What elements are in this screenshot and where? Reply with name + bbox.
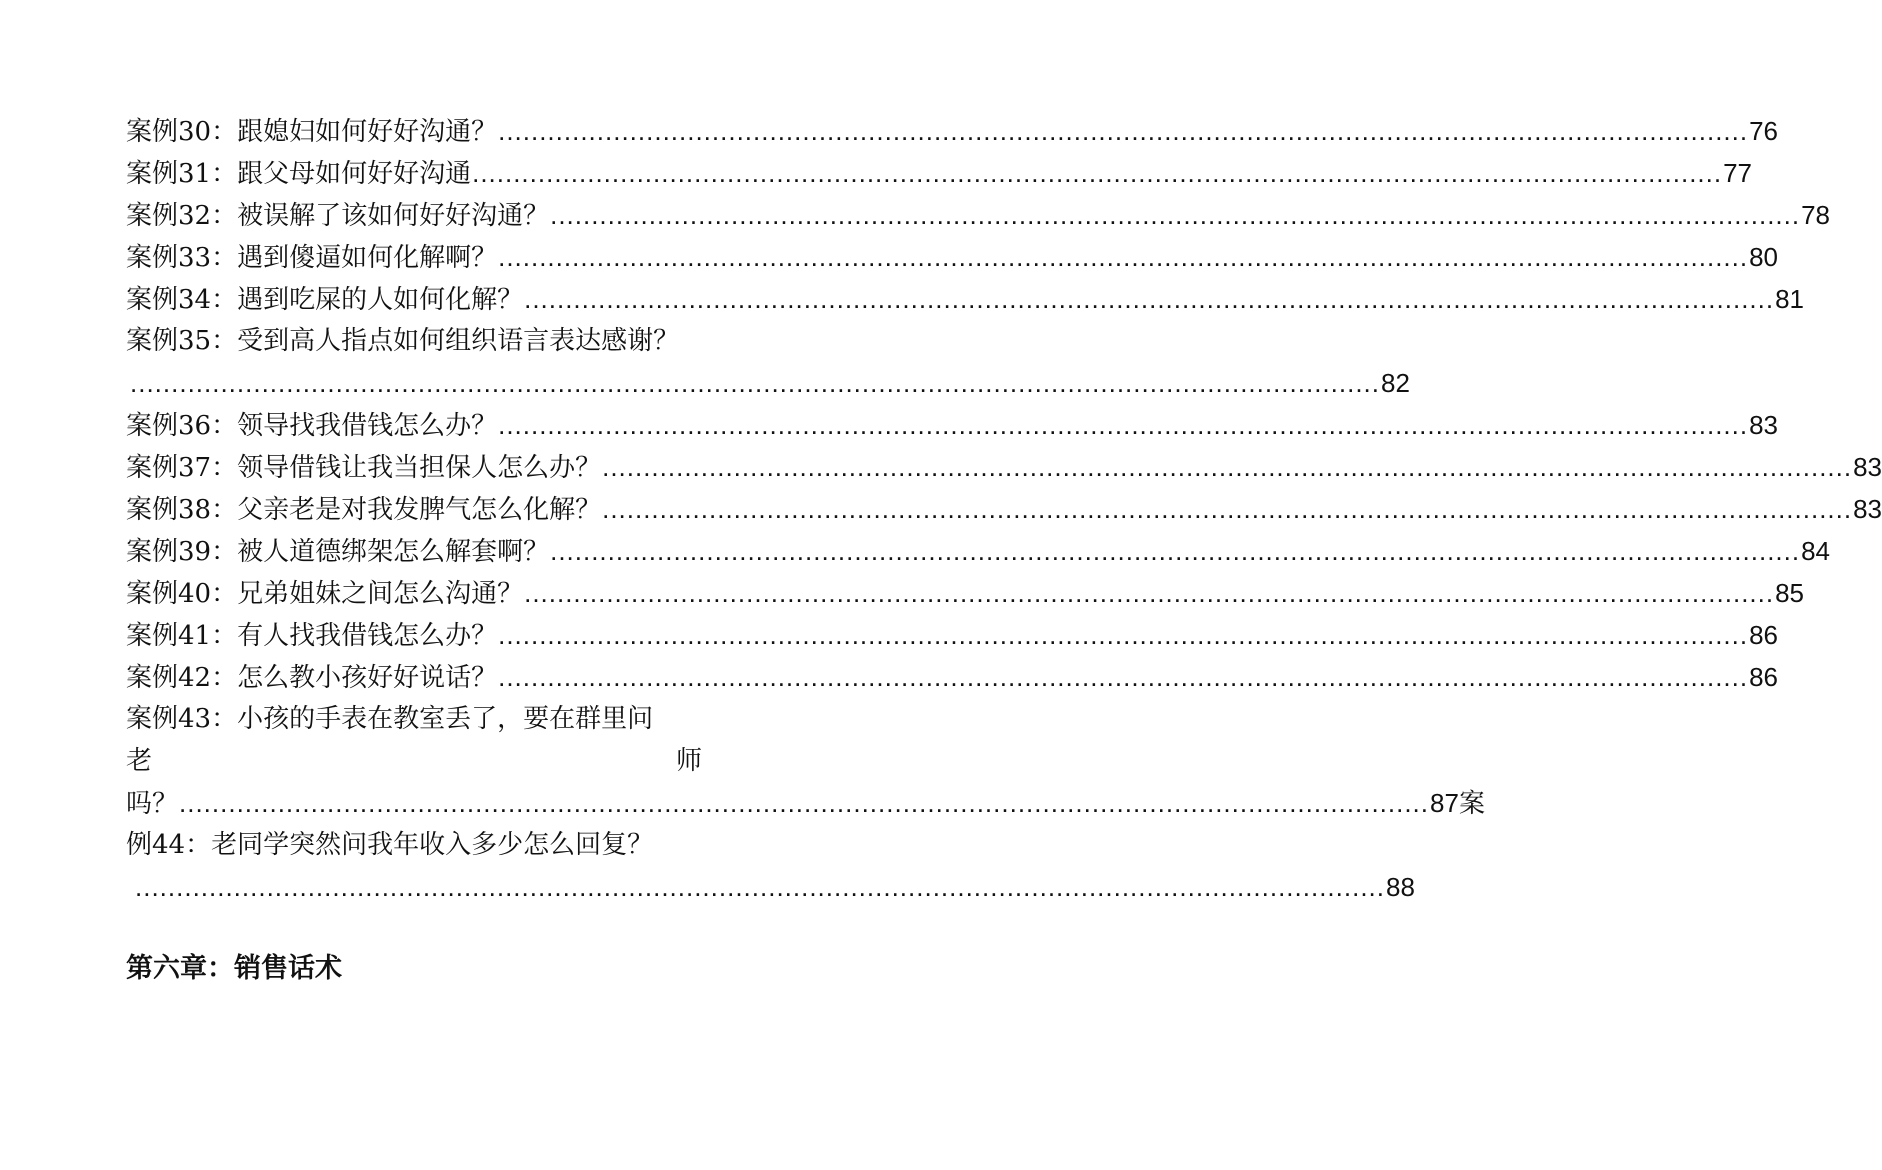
- dot-leader: ........................................................................................................................................................: [498, 620, 1749, 650]
- toc-page-number: 88: [1386, 872, 1415, 902]
- toc-entry-30[interactable]: [126, 110, 1779, 152]
- toc-entry-fragment: 师: [675, 746, 702, 776]
- chapter-heading: 第六章：销售话术: [126, 953, 342, 983]
- toc-entry-label: 案例32：被误解了该如何好好沟通？: [126, 201, 550, 231]
- toc-entry-label: 案例39：被人道德绑架怎么解套啊？: [126, 537, 550, 567]
- dot-leader: ........................................................................................................................................................: [472, 158, 1723, 188]
- toc-page-number: 78: [1801, 200, 1831, 230]
- dot-leader: ........................................................................................................................................................: [524, 578, 1775, 608]
- toc-entry-label: 案例37：领导借钱让我当担保人怎么办？: [126, 453, 602, 483]
- dot-leader: ........................................................................................................................................................: [130, 368, 1380, 398]
- toc-entry-41[interactable]: [126, 614, 1779, 656]
- toc-entry-label: 例44：老同学突然问我年收入多少怎么回复？: [126, 830, 654, 860]
- toc-entry-40[interactable]: [126, 572, 1805, 614]
- toc-page-number: 81: [1775, 284, 1805, 314]
- dot-leader: ........................................................................................................................................................: [498, 662, 1749, 692]
- dot-leader: ........................................................................................................................................................: [135, 872, 1385, 902]
- toc-entry-fragment: 老: [126, 746, 153, 776]
- toc-entry-31[interactable]: [126, 152, 1753, 194]
- toc-page-number: 86: [1749, 620, 1779, 650]
- toc-page-number: 85: [1775, 578, 1805, 608]
- toc-entry-label: 案例41：有人找我借钱怎么办？: [126, 621, 498, 651]
- dot-leader: ........................................................................................................................................................: [498, 116, 1749, 146]
- toc-entry-37[interactable]: [126, 446, 1882, 488]
- toc-entry-43-page-line[interactable]: [126, 782, 1485, 824]
- toc-entry-label: 案例30：跟媳妇如何好好沟通？: [126, 117, 498, 147]
- toc-entry-38[interactable]: [126, 488, 1882, 530]
- toc-page-number: 83: [1853, 494, 1882, 524]
- toc-entry-34[interactable]: [126, 278, 1805, 320]
- toc-page-number: 77: [1723, 158, 1753, 188]
- dot-leader: ........................................................................................................................................................: [602, 494, 1853, 524]
- toc-entry-43-justified-line[interactable]: [126, 740, 702, 782]
- toc-page-number: 86: [1749, 662, 1779, 692]
- toc-entry-label: 案例33：遇到傻逼如何化解啊？: [126, 243, 498, 273]
- toc-entry-43[interactable]: [126, 698, 702, 740]
- toc-page-number: 87: [1430, 788, 1459, 818]
- toc-entry-42[interactable]: [126, 656, 1779, 698]
- dot-leader: ........................................................................................................................................................: [602, 452, 1853, 482]
- toc-entry-32[interactable]: [126, 194, 1831, 236]
- toc-entry-33[interactable]: [126, 236, 1779, 278]
- toc-page-number: 83: [1853, 452, 1882, 482]
- toc-entry-35-continued[interactable]: [126, 362, 1410, 404]
- toc-entry-label: 案例38：父亲老是对我发脾气怎么化解？: [126, 495, 602, 525]
- toc-entry-44[interactable]: [126, 824, 702, 866]
- table-of-contents: [126, 110, 1882, 908]
- toc-entry-fragment: 吗？: [126, 789, 179, 819]
- toc-page-number: 80: [1749, 242, 1779, 272]
- dot-leader: ........................................................................................................................................................: [179, 788, 1430, 818]
- dot-leader: ........................................................................................................................................................: [498, 410, 1749, 440]
- toc-entry-39[interactable]: [126, 530, 1831, 572]
- dot-leader: ........................................................................................................................................................: [524, 284, 1775, 314]
- dot-leader: ........................................................................................................................................................: [550, 200, 1801, 230]
- toc-entry-label: 案例42：怎么教小孩好好说话？: [126, 663, 498, 693]
- dot-leader: ........................................................................................................................................................: [550, 536, 1801, 566]
- toc-entry-label: 案例35：受到高人指点如何组织语言表达感谢？: [126, 326, 680, 356]
- toc-page-number: 84: [1801, 536, 1831, 566]
- toc-entry-35[interactable]: [126, 320, 702, 362]
- toc-page-number: 82: [1381, 368, 1410, 398]
- toc-entry-fragment: 案: [1458, 789, 1485, 819]
- toc-entry-label: 案例31：跟父母如何好好沟通: [126, 159, 472, 189]
- toc-page-number: 83: [1749, 410, 1779, 440]
- toc-entry-label: 案例36：领导找我借钱怎么办？: [126, 411, 498, 441]
- dot-leader: ........................................................................................................................................................: [498, 242, 1749, 272]
- toc-entry-44-page-line[interactable]: [126, 866, 1415, 908]
- toc-page-number: 76: [1749, 116, 1779, 146]
- toc-entry-label: 案例40：兄弟姐妹之间怎么沟通？: [126, 579, 524, 609]
- toc-entry-label: 案例34：遇到吃屎的人如何化解？: [126, 285, 524, 315]
- toc-entry-label: 案例43：小孩的手表在教室丢了，要在群里问: [126, 704, 654, 734]
- toc-entry-36[interactable]: [126, 404, 1779, 446]
